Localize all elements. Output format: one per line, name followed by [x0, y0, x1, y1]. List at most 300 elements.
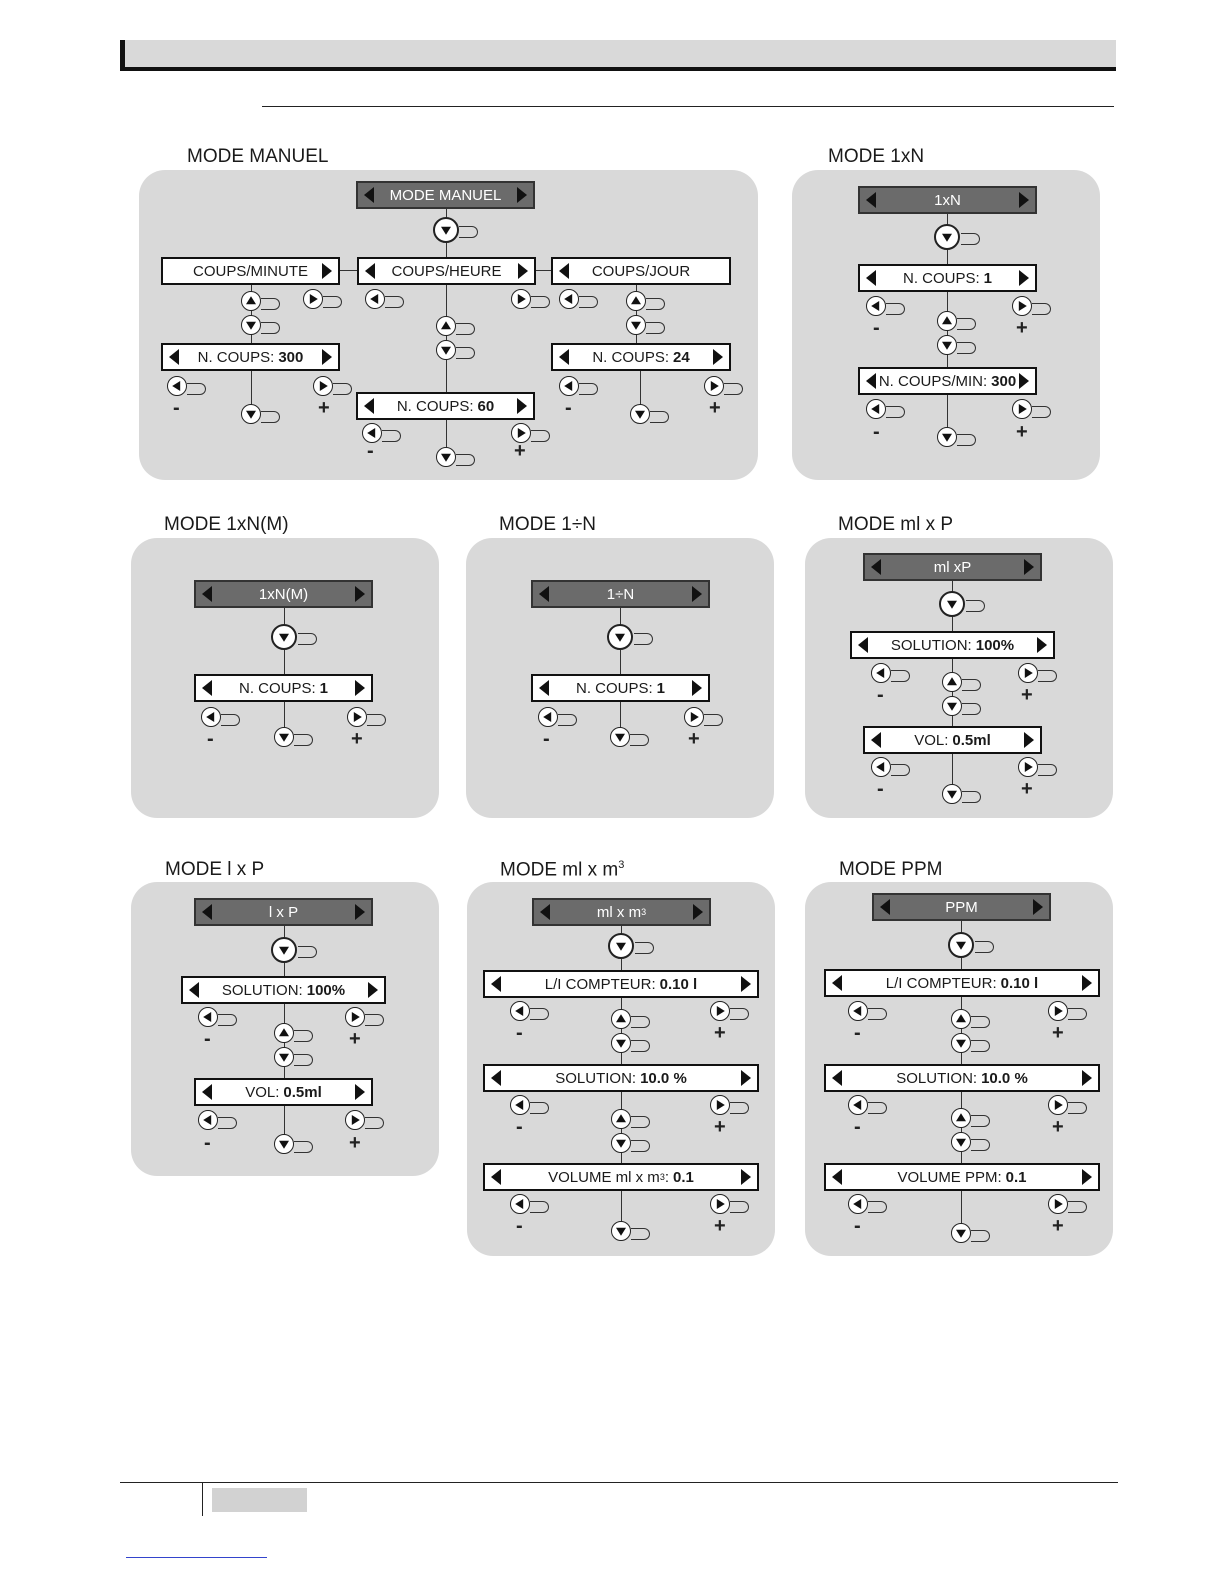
plus-sign: +: [714, 1022, 726, 1044]
left-arrow-icon: [364, 398, 374, 414]
up-button-icon[interactable]: [937, 311, 957, 331]
hand-icon: [631, 1228, 650, 1240]
left-arrow-icon: [871, 732, 881, 748]
hand-icon: [579, 383, 598, 395]
left-arrow-icon: [880, 899, 890, 915]
connector: [961, 997, 962, 1064]
header-rule: [262, 106, 1114, 107]
mode-1xn-field1-box[interactable]: [858, 264, 1037, 292]
hand-icon: [1068, 1201, 1087, 1213]
down-button-icon[interactable]: [951, 1223, 971, 1243]
hand-icon: [631, 1140, 650, 1152]
right-button-icon[interactable]: [710, 1095, 730, 1115]
field-label-sup: 3: [659, 1172, 665, 1182]
field-label: N. COUPS:: [197, 348, 275, 366]
right-button-icon[interactable]: [1012, 399, 1032, 419]
left-arrow-icon: [169, 349, 179, 365]
mode-mlxp-field2-box[interactable]: [863, 726, 1042, 754]
minus-sign: -: [543, 728, 550, 750]
down-button-icon[interactable]: [436, 340, 456, 360]
right-arrow-icon: [741, 1169, 751, 1185]
title-sup: 3: [618, 859, 625, 871]
mode-lxp-field1-box[interactable]: [181, 976, 386, 1004]
hand-icon: [730, 1008, 749, 1020]
hand-icon: [730, 1201, 749, 1213]
coups-jour-label: COUPS/JOUR: [591, 262, 691, 280]
field-label: VOLUME ml x m: [548, 1168, 660, 1186]
mode-1xn-header-box[interactable]: [858, 186, 1037, 214]
mode-mlxp-field1-box[interactable]: [850, 631, 1055, 659]
hand-icon: [298, 946, 317, 958]
mode-1divn-header-box[interactable]: [531, 580, 710, 608]
down-button-icon[interactable]: [939, 591, 965, 617]
hand-icon: [531, 430, 550, 442]
down-button-icon[interactable]: [271, 624, 297, 650]
hand-icon: [886, 303, 905, 315]
right-button-icon[interactable]: [1048, 1194, 1068, 1214]
mode-1divn-title: MODE 1÷N: [499, 514, 596, 535]
field-value: 0.10 l: [659, 975, 698, 993]
left-button-icon[interactable]: [871, 757, 891, 777]
right-arrow-icon: [1019, 270, 1029, 286]
hand-icon: [333, 383, 352, 395]
left-button-icon[interactable]: [559, 289, 579, 309]
field-value: 10.0 %: [981, 1069, 1028, 1087]
hand-icon: [1068, 1102, 1087, 1114]
mode-1xn-header-label: 1xN: [934, 191, 961, 209]
right-arrow-icon: [355, 1084, 365, 1100]
down-button-icon[interactable]: [937, 427, 957, 447]
mode-ppm-field1-box[interactable]: [824, 969, 1100, 997]
left-arrow-icon: [491, 1169, 501, 1185]
hand-icon: [530, 1201, 549, 1213]
plus-sign: +: [688, 728, 700, 750]
down-button-icon[interactable]: [611, 1033, 631, 1053]
hand-icon: [294, 734, 313, 746]
left-arrow-icon: [832, 975, 842, 991]
hand-icon: [261, 322, 280, 334]
left-button-icon[interactable]: [538, 707, 558, 727]
mode-ppm-field2-box[interactable]: [824, 1064, 1100, 1092]
hand-icon: [1032, 303, 1051, 315]
right-arrow-icon: [692, 586, 702, 602]
up-button-icon[interactable]: [951, 1009, 971, 1029]
mode-lxp-header-box[interactable]: [194, 898, 373, 926]
coups-heure-box[interactable]: [357, 257, 536, 285]
left-arrow-icon: [866, 373, 876, 389]
down-button-icon[interactable]: [934, 224, 960, 250]
down-button-icon[interactable]: [241, 404, 261, 424]
connector: [952, 754, 953, 786]
down-button-icon[interactable]: [607, 624, 633, 650]
hand-icon: [221, 714, 240, 726]
down-button-icon[interactable]: [948, 932, 974, 958]
mode-mlxp-title: MODE ml x P: [838, 514, 954, 535]
plus-sign: +: [714, 1215, 726, 1237]
mode-lxp-field2-box[interactable]: [194, 1078, 373, 1106]
connector: [446, 420, 447, 450]
hand-icon: [530, 1008, 549, 1020]
down-button-icon[interactable]: [630, 404, 650, 424]
mode-mlxm3-field1-box[interactable]: [483, 970, 759, 998]
field-value: 0.5ml: [952, 731, 991, 749]
down-button-icon[interactable]: [433, 217, 459, 243]
hand-icon: [459, 226, 478, 238]
footer-rule: [120, 1482, 1118, 1483]
jour-n-coups-box[interactable]: [551, 343, 731, 371]
left-arrow-icon: [202, 904, 212, 920]
right-button-icon[interactable]: [710, 1001, 730, 1021]
field-value: 300: [991, 372, 1017, 390]
hand-icon: [630, 734, 649, 746]
minus-sign: -: [873, 421, 880, 443]
minus-sign: -: [204, 1028, 211, 1050]
right-arrow-icon: [741, 976, 751, 992]
right-arrow-icon: [1037, 637, 1047, 653]
left-arrow-icon: [202, 1084, 212, 1100]
mode-ppm-header-label: PPM: [945, 898, 978, 916]
hand-icon: [891, 764, 910, 776]
hand-icon: [579, 296, 598, 308]
up-button-icon[interactable]: [436, 316, 456, 336]
left-arrow-icon: [491, 1070, 501, 1086]
left-arrow-icon: [365, 263, 375, 279]
field-label: SOLUTION:: [221, 981, 303, 999]
plus-sign: +: [1052, 1022, 1064, 1044]
field-label: VOL:: [245, 1083, 280, 1101]
footer-divider: [202, 1482, 203, 1516]
field-label: N. COUPS:: [396, 397, 474, 415]
left-button-icon[interactable]: [866, 296, 886, 316]
hand-icon: [294, 1030, 313, 1042]
plus-sign: +: [1016, 317, 1028, 339]
field-value: 100%: [306, 981, 346, 999]
left-button-icon[interactable]: [848, 1001, 868, 1021]
plus-sign: +: [349, 1132, 361, 1154]
hand-icon: [971, 1230, 990, 1242]
plus-sign: +: [1052, 1215, 1064, 1237]
hand-icon: [975, 941, 994, 953]
field-value: 1: [319, 679, 329, 697]
hand-icon: [218, 1117, 237, 1129]
field-value: 300: [278, 348, 304, 366]
field-label: L/I COMPTEUR:: [544, 975, 656, 993]
plus-sign: +: [1021, 684, 1033, 706]
left-button-icon[interactable]: [510, 1001, 530, 1021]
left-button-icon[interactable]: [201, 707, 221, 727]
left-arrow-icon: [559, 349, 569, 365]
hand-icon: [261, 411, 280, 423]
minus-sign: -: [854, 1215, 861, 1237]
left-button-icon[interactable]: [510, 1194, 530, 1214]
field-label: VOL:: [914, 731, 949, 749]
footer-page-box: [212, 1488, 307, 1512]
right-arrow-icon: [517, 187, 527, 203]
minus-sign: -: [877, 778, 884, 800]
right-button-icon[interactable]: [710, 1194, 730, 1214]
right-button-icon[interactable]: [1018, 663, 1038, 683]
right-arrow-icon: [518, 263, 528, 279]
down-button-icon[interactable]: [610, 727, 630, 747]
hand-icon: [891, 670, 910, 682]
coups-heure-label: COUPS/HEURE: [391, 262, 502, 280]
right-arrow-icon: [322, 349, 332, 365]
hand-icon: [962, 703, 981, 715]
down-button-icon[interactable]: [951, 1132, 971, 1152]
mode-1xnm-field1-box[interactable]: [194, 674, 373, 702]
left-arrow-icon: [189, 982, 199, 998]
coups-jour-box[interactable]: [551, 257, 731, 285]
left-arrow-icon: [832, 1169, 842, 1185]
down-button-icon[interactable]: [942, 784, 962, 804]
left-arrow-icon: [202, 680, 212, 696]
right-button-icon[interactable]: [704, 376, 724, 396]
field-value: 60: [477, 397, 495, 415]
right-arrow-icon: [692, 680, 702, 696]
left-button-icon[interactable]: [559, 376, 579, 396]
connector: [621, 1191, 622, 1223]
header-text: ml x m: [596, 903, 642, 921]
left-arrow-icon: [858, 637, 868, 653]
field-label-end: :: [664, 1168, 669, 1186]
up-button-icon[interactable]: [274, 1023, 294, 1043]
minus-sign: -: [367, 440, 374, 462]
minus-sign: -: [173, 397, 180, 419]
field-label: N. COUPS:: [575, 679, 653, 697]
header-bar-edge: [120, 40, 125, 71]
left-arrow-icon: [539, 680, 549, 696]
hand-icon: [631, 1040, 650, 1052]
hand-icon: [730, 1102, 749, 1114]
field-label: N. COUPS:: [902, 269, 980, 287]
mode-mlxm3-field3-box[interactable]: [483, 1163, 759, 1191]
left-button-icon[interactable]: [871, 663, 891, 683]
field-value: 1: [983, 269, 993, 287]
mode-mlxm3-title: [500, 859, 624, 881]
left-arrow-icon: [866, 192, 876, 208]
minus-sign: -: [207, 728, 214, 750]
right-button-icon[interactable]: [303, 289, 323, 309]
hand-icon: [261, 298, 280, 310]
hand-icon: [631, 1016, 650, 1028]
right-button-icon[interactable]: [313, 376, 333, 396]
hand-icon: [1038, 670, 1057, 682]
hand-icon: [646, 298, 665, 310]
hand-icon: [456, 323, 475, 335]
right-button-icon[interactable]: [345, 1007, 365, 1027]
plus-sign: +: [1021, 778, 1033, 800]
left-arrow-icon: [364, 187, 374, 203]
right-arrow-icon: [368, 982, 378, 998]
connector: [961, 1191, 962, 1225]
down-button-icon[interactable]: [611, 1221, 631, 1241]
mode-1xnm-header-box[interactable]: [194, 580, 373, 608]
left-arrow-icon: [540, 904, 550, 920]
minute-n-coups-box[interactable]: [161, 343, 340, 371]
left-arrow-icon: [491, 976, 501, 992]
mode-ppm-field3-box[interactable]: [824, 1163, 1100, 1191]
hand-icon: [385, 296, 404, 308]
field-label: L/I COMPTEUR:: [885, 974, 997, 992]
field-label: N. COUPS:: [238, 679, 316, 697]
mode-1divn-field1-box[interactable]: [531, 674, 710, 702]
right-arrow-icon: [1024, 559, 1034, 575]
left-button-icon[interactable]: [848, 1194, 868, 1214]
plus-sign: +: [709, 397, 721, 419]
hand-icon: [886, 406, 905, 418]
hand-icon: [971, 1139, 990, 1151]
right-arrow-icon: [1024, 732, 1034, 748]
plus-sign: +: [1016, 421, 1028, 443]
down-button-icon[interactable]: [241, 315, 261, 335]
right-arrow-icon: [1019, 373, 1029, 389]
down-button-icon[interactable]: [274, 1047, 294, 1067]
down-button-icon[interactable]: [274, 727, 294, 747]
mode-manuel-header-box[interactable]: [356, 181, 535, 209]
field-label: SOLUTION:: [890, 636, 972, 654]
right-button-icon[interactable]: [1012, 296, 1032, 316]
header-bar: [120, 40, 1116, 71]
field-value: 1: [656, 679, 666, 697]
down-button-icon[interactable]: [274, 1134, 294, 1154]
up-button-icon[interactable]: [611, 1009, 631, 1029]
coups-minute-box[interactable]: [161, 257, 340, 285]
field-label: SOLUTION:: [555, 1069, 637, 1087]
left-button-icon[interactable]: [198, 1110, 218, 1130]
mode-manuel-title: MODE MANUEL: [187, 146, 329, 167]
right-arrow-icon: [693, 904, 703, 920]
plus-sign: +: [349, 1028, 361, 1050]
mode-1divn-header-label: 1÷N: [606, 585, 635, 603]
up-button-icon[interactable]: [942, 672, 962, 692]
right-arrow-icon: [1033, 899, 1043, 915]
field-label: N. COUPS/MIN:: [878, 372, 988, 390]
right-button-icon[interactable]: [511, 289, 531, 309]
hand-icon: [530, 1102, 549, 1114]
plus-sign: +: [714, 1116, 726, 1138]
left-arrow-icon: [202, 586, 212, 602]
mode-mlxm3-field2-box[interactable]: [483, 1064, 759, 1092]
down-button-icon[interactable]: [611, 1133, 631, 1153]
title-text: MODE ml x m: [500, 859, 619, 881]
mode-mlxp-header-label: ml xP: [933, 558, 972, 576]
minus-sign: -: [204, 1132, 211, 1154]
hand-icon: [367, 714, 386, 726]
hand-icon: [631, 1116, 650, 1128]
field-value: 0.5ml: [283, 1083, 322, 1101]
connector: [621, 998, 622, 1064]
mode-mlxm3-header-box[interactable]: [532, 898, 711, 926]
hand-icon: [634, 633, 653, 645]
header-sup: 3: [641, 907, 647, 917]
field-label: VOLUME PPM:: [897, 1168, 1002, 1186]
minus-sign: -: [873, 317, 880, 339]
hand-icon: [962, 791, 981, 803]
right-button-icon[interactable]: [1018, 757, 1038, 777]
hand-icon: [294, 1054, 313, 1066]
down-button-icon[interactable]: [942, 696, 962, 716]
down-button-icon[interactable]: [951, 1033, 971, 1053]
hand-icon: [971, 1040, 990, 1052]
left-button-icon[interactable]: [866, 399, 886, 419]
down-button-icon[interactable]: [626, 315, 646, 335]
mode-lxp-title: MODE l x P: [165, 859, 265, 880]
down-button-icon[interactable]: [608, 933, 634, 959]
field-value: 24: [673, 348, 690, 366]
mode-mlxp-header-box[interactable]: [863, 553, 1042, 581]
minus-sign: -: [516, 1022, 523, 1044]
hand-icon: [961, 233, 980, 245]
down-button-icon[interactable]: [937, 335, 957, 355]
coups-minute-label: COUPS/MINUTE: [192, 262, 308, 280]
right-arrow-icon: [517, 398, 527, 414]
left-arrow-icon: [866, 270, 876, 286]
plus-sign: +: [351, 728, 363, 750]
field-value: 0.1: [1005, 1168, 1027, 1186]
right-arrow-icon: [355, 904, 365, 920]
up-button-icon[interactable]: [241, 291, 261, 311]
right-button-icon[interactable]: [684, 707, 704, 727]
hand-icon: [971, 1016, 990, 1028]
left-button-icon[interactable]: [365, 289, 385, 309]
down-button-icon[interactable]: [436, 447, 456, 467]
minus-sign: -: [877, 684, 884, 706]
right-arrow-icon: [355, 586, 365, 602]
up-button-icon[interactable]: [611, 1109, 631, 1129]
left-button-icon[interactable]: [167, 376, 187, 396]
field-value: 100%: [975, 636, 1015, 654]
right-arrow-icon: [355, 680, 365, 696]
hand-icon: [704, 714, 723, 726]
left-arrow-icon: [871, 559, 881, 575]
mode-ppm-header-box[interactable]: [872, 893, 1051, 921]
mode-lxp-header-label: l x P: [268, 903, 299, 921]
right-button-icon[interactable]: [1048, 1001, 1068, 1021]
hand-icon: [456, 454, 475, 466]
hand-icon: [1038, 764, 1057, 776]
hand-icon: [646, 322, 665, 334]
up-button-icon[interactable]: [951, 1108, 971, 1128]
minus-sign: -: [516, 1215, 523, 1237]
left-button-icon[interactable]: [198, 1007, 218, 1027]
hand-icon: [966, 600, 985, 612]
hand-icon: [724, 383, 743, 395]
right-button-icon[interactable]: [347, 707, 367, 727]
right-arrow-icon: [1019, 192, 1029, 208]
plus-sign: +: [1052, 1116, 1064, 1138]
left-arrow-icon: [539, 586, 549, 602]
mode-1xn-field2-box[interactable]: [858, 367, 1037, 395]
right-button-icon[interactable]: [1048, 1095, 1068, 1115]
left-button-icon[interactable]: [510, 1095, 530, 1115]
hand-icon: [298, 633, 317, 645]
hand-icon: [957, 318, 976, 330]
hand-icon: [957, 434, 976, 446]
footer-link-underline[interactable]: [126, 1557, 267, 1558]
heure-n-coups-box[interactable]: [356, 392, 535, 420]
up-button-icon[interactable]: [626, 291, 646, 311]
right-button-icon[interactable]: [345, 1110, 365, 1130]
hand-icon: [868, 1102, 887, 1114]
field-value: 10.0 %: [640, 1069, 687, 1087]
minus-sign: -: [854, 1022, 861, 1044]
left-arrow-icon: [559, 263, 569, 279]
minus-sign: -: [565, 397, 572, 419]
right-arrow-icon: [322, 263, 332, 279]
down-button-icon[interactable]: [271, 937, 297, 963]
plus-sign: +: [514, 440, 526, 462]
left-button-icon[interactable]: [848, 1095, 868, 1115]
